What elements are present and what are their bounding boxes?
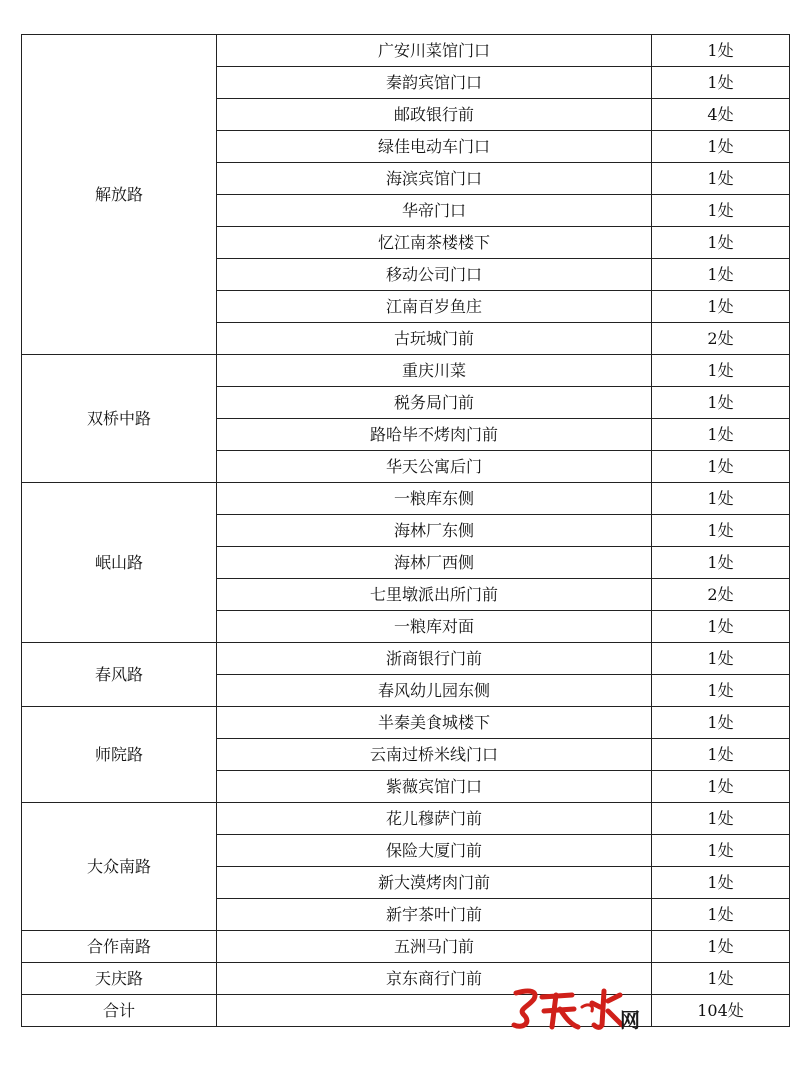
location-cell: 七里墩派出所门前	[217, 579, 652, 611]
table-row	[22, 707, 790, 739]
location-cell: 新宇茶叶门前	[217, 899, 652, 931]
location-cell: 忆江南茶楼楼下	[217, 227, 652, 259]
parking-table	[21, 34, 790, 1027]
location-cell: 一粮库东侧	[217, 483, 652, 515]
location-cell: 古玩城门前	[217, 323, 652, 355]
count-cell: 1处	[652, 515, 790, 547]
location-cell: 移动公司门口	[217, 259, 652, 291]
count-cell: 1处	[652, 163, 790, 195]
watermark-logo-icon	[508, 985, 678, 1033]
location-cell: 保险大厦门前	[217, 835, 652, 867]
count-cell: 1处	[652, 67, 790, 99]
location-cell: 京东商行门前	[217, 963, 652, 995]
watermark-text: 网	[620, 1008, 640, 1032]
location-cell: 浙商银行门前	[217, 643, 652, 675]
count-cell: 1处	[652, 419, 790, 451]
location-cell: 花儿穆萨门前	[217, 803, 652, 835]
total-count-cell: 104处	[652, 995, 790, 1027]
road-name-cell: 岷山路	[22, 483, 217, 643]
location-cell: 五洲马门前	[217, 931, 652, 963]
location-cell: 紫薇宾馆门口	[217, 771, 652, 803]
count-cell: 1处	[652, 451, 790, 483]
location-cell: 江南百岁鱼庄	[217, 291, 652, 323]
road-name-cell: 师院路	[22, 707, 217, 803]
location-cell: 秦韵宾馆门口	[217, 67, 652, 99]
count-cell: 1处	[652, 963, 790, 995]
count-cell: 1处	[652, 131, 790, 163]
location-cell: 路哈毕不烤肉门前	[217, 419, 652, 451]
count-cell: 1处	[652, 675, 790, 707]
count-cell: 1处	[652, 931, 790, 963]
count-cell: 1处	[652, 803, 790, 835]
location-cell: 重庆川菜	[217, 355, 652, 387]
count-cell: 1处	[652, 195, 790, 227]
road-name-cell: 春风路	[22, 643, 217, 707]
count-cell: 2处	[652, 579, 790, 611]
count-cell: 1处	[652, 611, 790, 643]
road-name-cell: 天庆路	[22, 963, 217, 995]
road-name-cell: 解放路	[22, 35, 217, 355]
location-cell: 邮政银行前	[217, 99, 652, 131]
count-cell: 4处	[652, 99, 790, 131]
count-cell: 1处	[652, 739, 790, 771]
road-name-cell: 大众南路	[22, 803, 217, 931]
table-row	[22, 803, 790, 835]
location-cell: 海滨宾馆门口	[217, 163, 652, 195]
table-row	[22, 483, 790, 515]
count-cell: 1处	[652, 771, 790, 803]
table-body	[22, 35, 790, 1027]
location-cell: 绿佳电动车门口	[217, 131, 652, 163]
count-cell: 1处	[652, 227, 790, 259]
location-cell: 华天公寓后门	[217, 451, 652, 483]
location-cell: 春风幼儿园东侧	[217, 675, 652, 707]
table-row	[22, 35, 790, 67]
location-cell: 税务局门前	[217, 387, 652, 419]
location-cell: 一粮库对面	[217, 611, 652, 643]
table-row	[22, 355, 790, 387]
count-cell: 1处	[652, 707, 790, 739]
location-cell: 云南过桥米线门口	[217, 739, 652, 771]
location-cell: 半秦美食城楼下	[217, 707, 652, 739]
count-cell: 1处	[652, 867, 790, 899]
location-cell: 海林厂东侧	[217, 515, 652, 547]
count-cell: 1处	[652, 483, 790, 515]
road-name-cell: 双桥中路	[22, 355, 217, 483]
count-cell: 1处	[652, 643, 790, 675]
count-cell: 1处	[652, 899, 790, 931]
road-name-cell: 合作南路	[22, 931, 217, 963]
location-cell: 海林厂西侧	[217, 547, 652, 579]
count-cell: 1处	[652, 547, 790, 579]
count-cell: 1处	[652, 387, 790, 419]
location-cell: 新大漠烤肉门前	[217, 867, 652, 899]
count-cell: 1处	[652, 259, 790, 291]
table-row	[22, 931, 790, 963]
location-cell: 华帝门口	[217, 195, 652, 227]
location-cell: 广安川菜馆门口	[217, 35, 652, 67]
count-cell: 1处	[652, 291, 790, 323]
count-cell: 1处	[652, 35, 790, 67]
count-cell: 1处	[652, 835, 790, 867]
count-cell: 1处	[652, 355, 790, 387]
count-cell: 2处	[652, 323, 790, 355]
total-label-cell: 合计	[22, 995, 217, 1027]
table-row	[22, 643, 790, 675]
